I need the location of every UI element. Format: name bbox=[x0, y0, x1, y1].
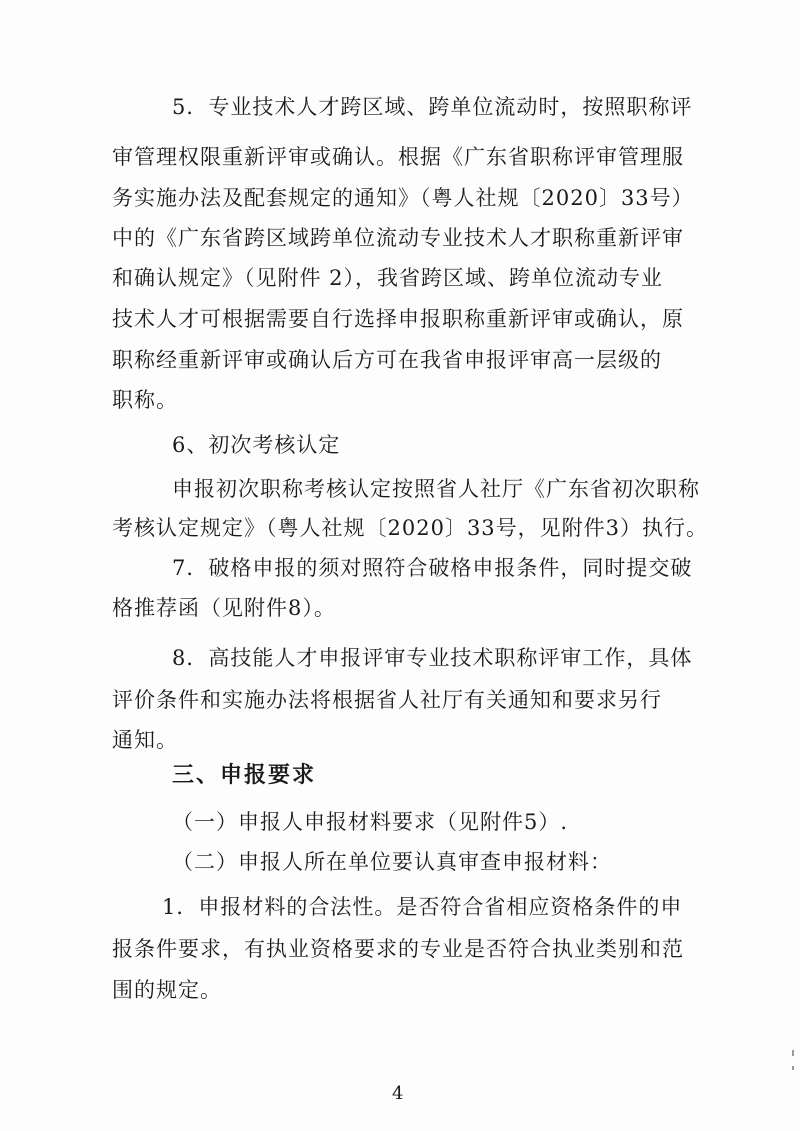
scan-edge-mark bbox=[792, 1066, 794, 1070]
text-line: 职称经重新评审或确认后方可在我省申报评审高一层级的 bbox=[112, 348, 662, 372]
text-line: 考核认定规定》（粤人社规〔2020〕33号，见附件3）执行。 bbox=[112, 516, 709, 540]
section-heading: 三、申报要求 bbox=[172, 763, 317, 788]
text-line: 1．申报材料的合法性。是否符合省相应资格条件的申 bbox=[162, 895, 683, 919]
text-line: 审管理权限重新评审或确认。根据《广东省职称评审管理服 bbox=[112, 145, 684, 169]
text-line: 5．专业技术人才跨区域、跨单位流动时，按照职称评 bbox=[172, 95, 693, 119]
text-line: 报条件要求，有执业资格要求的专业是否符合执业类别和范 bbox=[112, 937, 684, 961]
scan-edge-mark bbox=[792, 1050, 794, 1056]
sub-item-1: （一）申报人申报材料要求（见附件5）. bbox=[172, 810, 569, 834]
text-line: 围的规定。 bbox=[112, 978, 222, 1002]
text-line: 务实施办法及配套规定的通知》（粤人社规〔2020〕33号） bbox=[112, 186, 694, 210]
text-line: 和确认规定》（见附件 2），我省跨区域、跨单位流动专业 bbox=[112, 266, 664, 290]
sub-item-2: （二）申报人所在单位要认真审查申报材料： bbox=[172, 850, 612, 874]
text-line: 格推荐函（见附件8）。 bbox=[112, 596, 336, 620]
text-line: 申报初次职称考核认定按照省人社厅《广东省初次职称 bbox=[172, 477, 700, 501]
text-line: 中的《广东省跨区域跨单位流动专业技术人才职称重新评审 bbox=[112, 226, 684, 250]
text-line: 8．高技能人才申报评审专业技术职称评审工作，具体 bbox=[172, 646, 693, 670]
page-number: 4 bbox=[392, 1083, 404, 1104]
item-heading: 6、初次考核认定 bbox=[172, 433, 341, 457]
text-line: 职称。 bbox=[112, 388, 178, 412]
text-line: 7．破格申报的须对照符合破格申报条件，同时提交破 bbox=[172, 556, 693, 580]
text-line: 技术人才可根据需要自行选择申报职称重新评审或确认，原 bbox=[112, 307, 684, 331]
text-line: 通知。 bbox=[112, 728, 178, 752]
text-line: 评价条件和实施办法将根据省人社厅有关通知和要求另行 bbox=[112, 688, 662, 712]
